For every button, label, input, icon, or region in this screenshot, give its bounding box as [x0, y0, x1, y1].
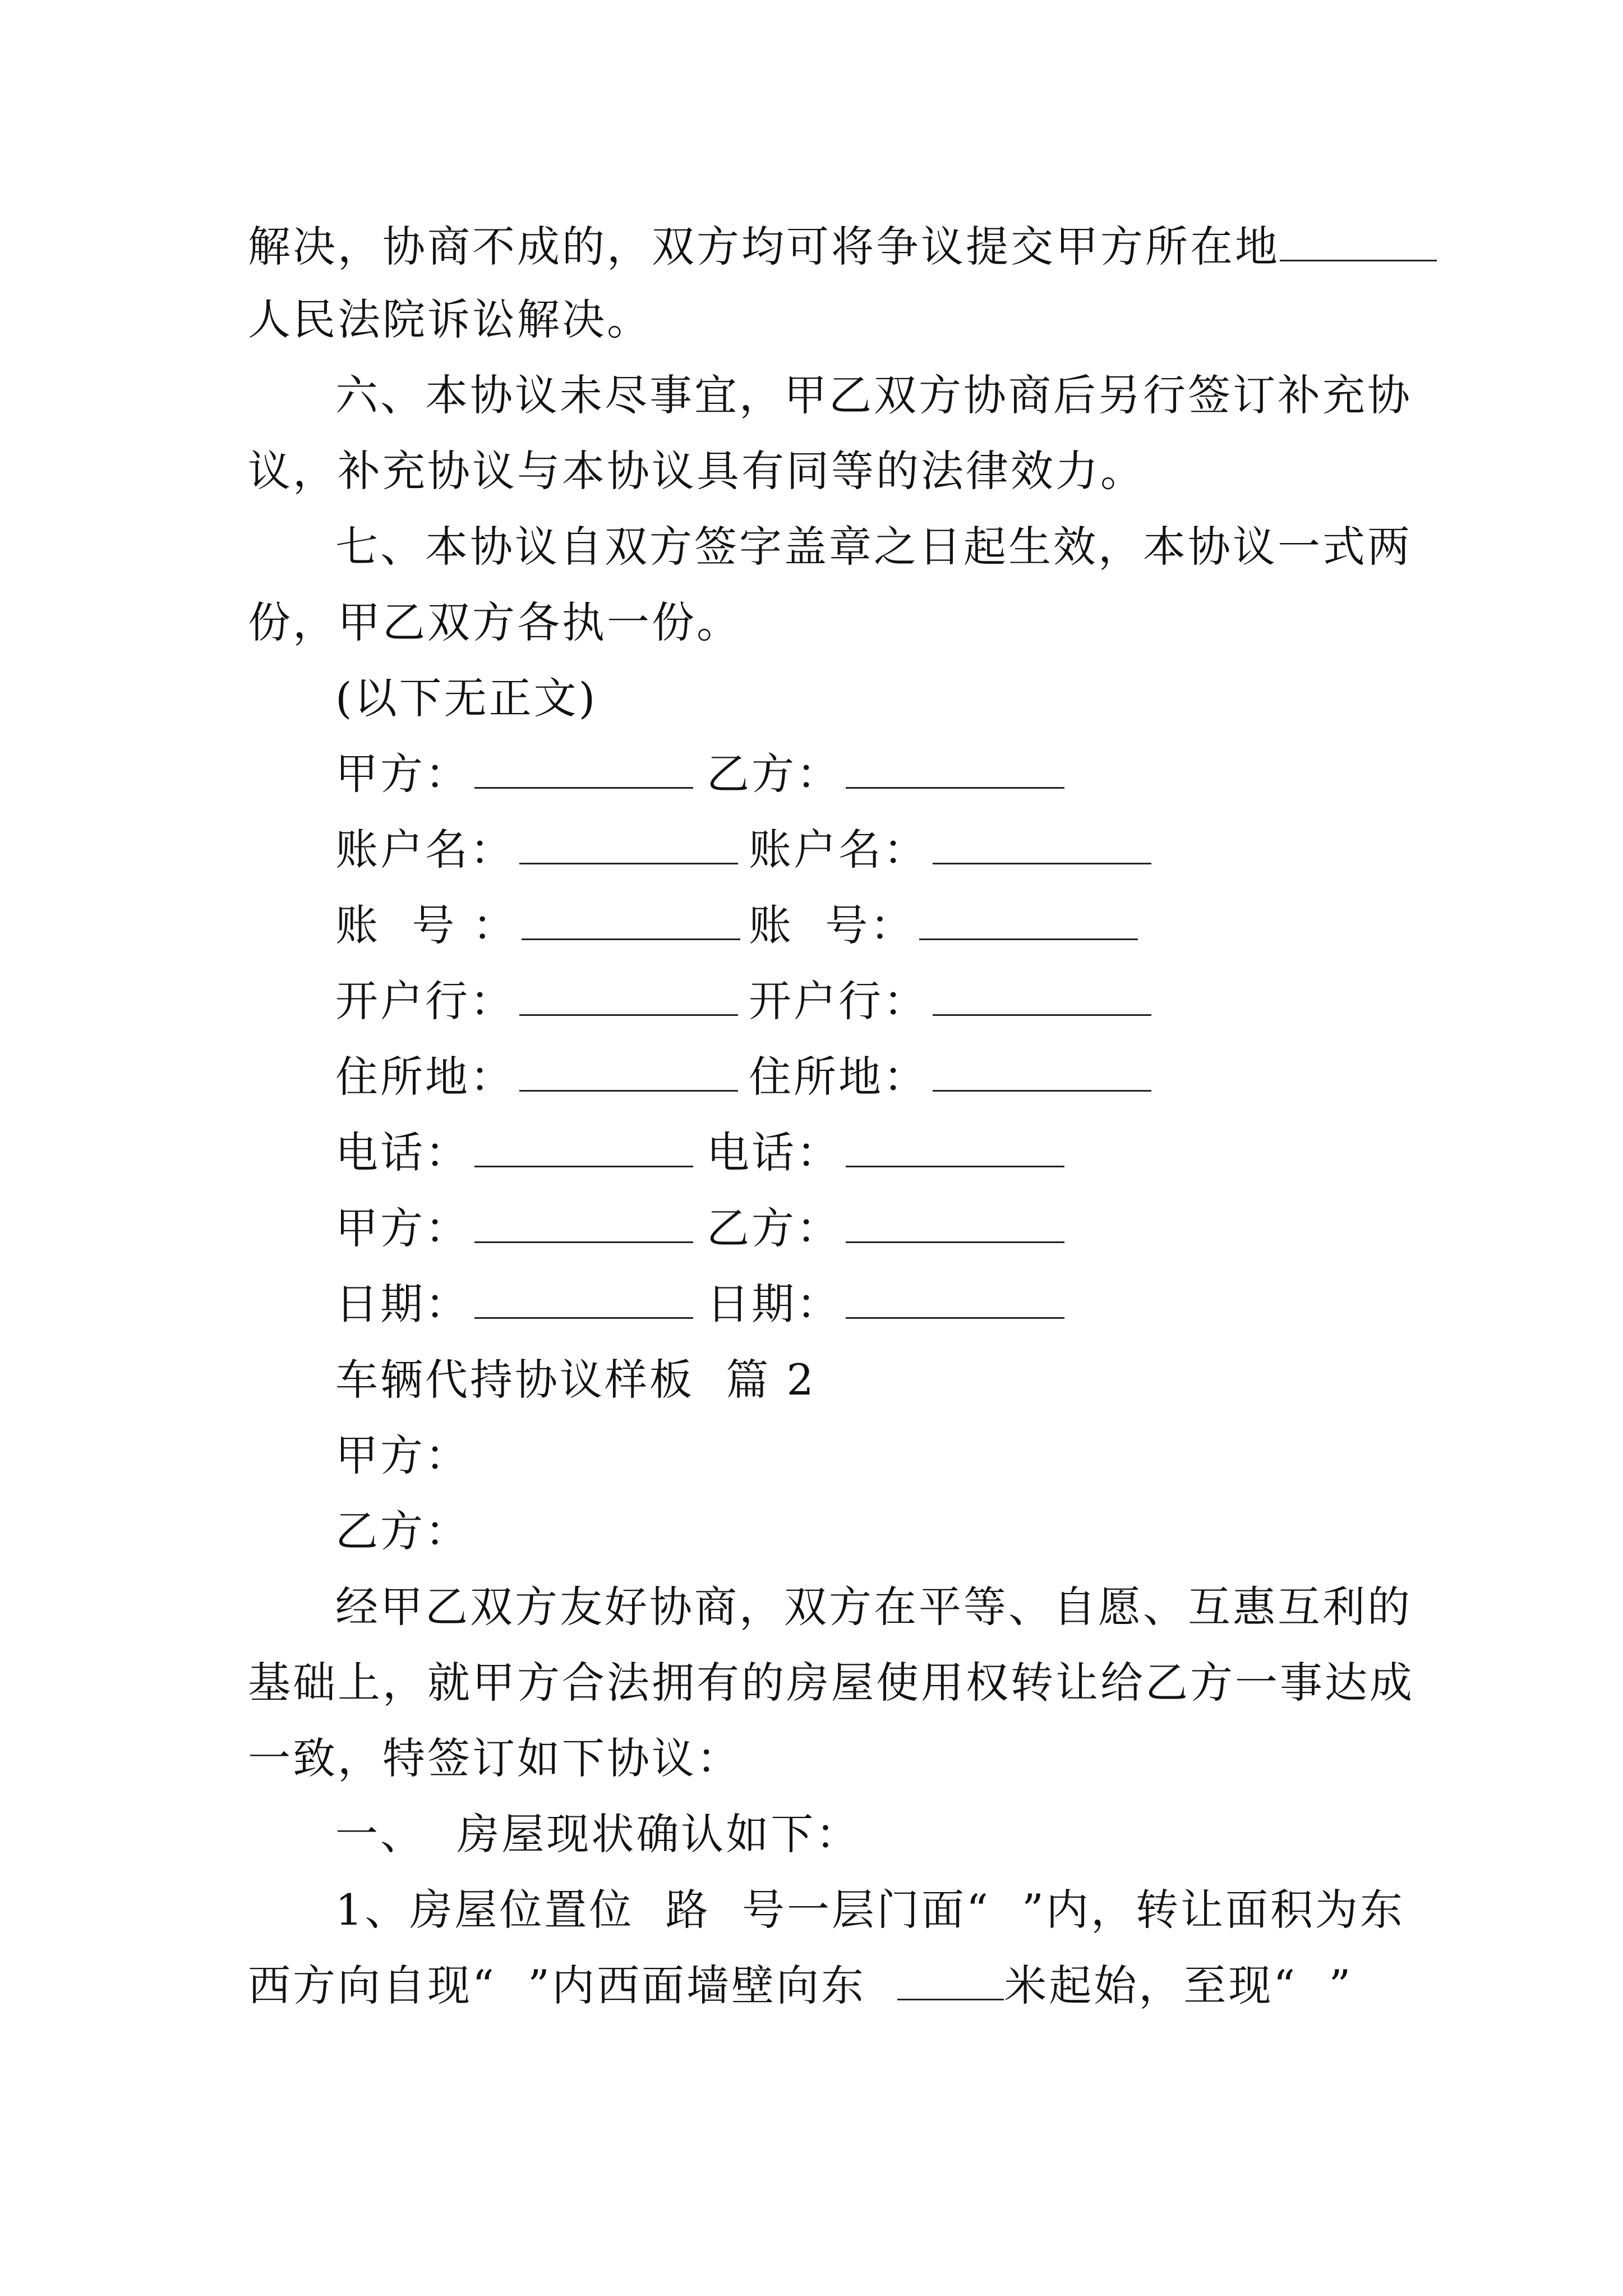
fill-blank [519, 1056, 738, 1092]
paragraph-line: 七、本协议自双方签字盖章之日起生效，本协议一式两 [335, 522, 1412, 572]
fill-blank [897, 1965, 1004, 2000]
sign-row-label: 电话： [707, 1125, 1064, 1181]
fill-blank [919, 905, 1138, 940]
fill-blank [474, 1208, 693, 1243]
section-title: 车辆代持协议样板 篇 2 [335, 1355, 816, 1405]
sign-row-label: 住所地： [335, 1049, 738, 1105]
sign-row-label: 乙方： [707, 746, 1064, 802]
clause-heading: 一、 房屋现状确认如下： [335, 1809, 861, 1859]
paragraph-line: 份，甲乙双方各执一份。 [248, 597, 741, 647]
paragraph-line: 一致，特签订如下协议： [248, 1733, 741, 1783]
paragraph-line: 人民法院诉讼解决。 [248, 295, 652, 344]
sign-row-label: 电话： [335, 1125, 693, 1181]
paragraph-line: 六、本协议未尽事宜，甲乙双方协商后另行签订补充协 [335, 370, 1412, 420]
sign-row-label: 账户名： [335, 822, 738, 878]
fill-blank [846, 1132, 1064, 1167]
paragraph-line: 1、房屋位置位 路 号一层门面“ ”内，转让面积为东 [335, 1885, 1405, 1935]
fill-blank [933, 981, 1151, 1016]
sign-row-label: 甲方： [335, 746, 693, 802]
fill-blank [474, 753, 693, 789]
paragraph-line: 西方向自现“ ”内西面墙壁向东 米起始，至现“ ” [248, 1961, 1353, 2010]
no-text-note: (以下无正文) [335, 673, 598, 723]
fill-blank [846, 753, 1064, 789]
sign-row-label: 账 号 ： [335, 898, 740, 954]
sign-row-label: 住所地： [749, 1049, 1151, 1105]
fill-blank [933, 1056, 1151, 1092]
sign-row-label: 账 号： [749, 898, 1138, 954]
fill-blank [846, 1208, 1064, 1243]
fill-blank [933, 829, 1151, 864]
fill-blank [519, 829, 738, 864]
paragraph-line: 基础上，就甲方合法拥有的房屋使用权转让给乙方一事达成 [248, 1658, 1414, 1708]
fill-blank [846, 1283, 1064, 1319]
party-a-label: 甲方： [335, 1430, 470, 1480]
fill-blank [474, 1132, 693, 1167]
party-b-label: 乙方： [335, 1506, 470, 1556]
sign-row-label: 开户行： [749, 973, 1151, 1029]
sign-row-label: 账户名： [749, 822, 1151, 878]
sign-row-label: 日期： [335, 1276, 693, 1332]
sign-row-label: 甲方： [335, 1200, 693, 1257]
fill-blank [1280, 226, 1437, 261]
sign-row-label: 日期： [707, 1276, 1064, 1332]
sign-row-label: 开户行： [335, 973, 738, 1029]
sign-row-label: 乙方： [707, 1200, 1064, 1257]
fill-blank [474, 1283, 693, 1319]
fill-blank [519, 981, 738, 1016]
paragraph-line: 经甲乙双方友好协商，双方在平等、自愿、互惠互利的 [335, 1582, 1412, 1632]
paragraph-line [248, 219, 1437, 275]
fill-blank [522, 905, 740, 940]
text: 解决，协商不成的，双方均可将争议提交甲方所在地 [248, 222, 1280, 272]
paragraph-line: 议，补充协议与本协议具有同等的法律效力。 [248, 446, 1145, 496]
